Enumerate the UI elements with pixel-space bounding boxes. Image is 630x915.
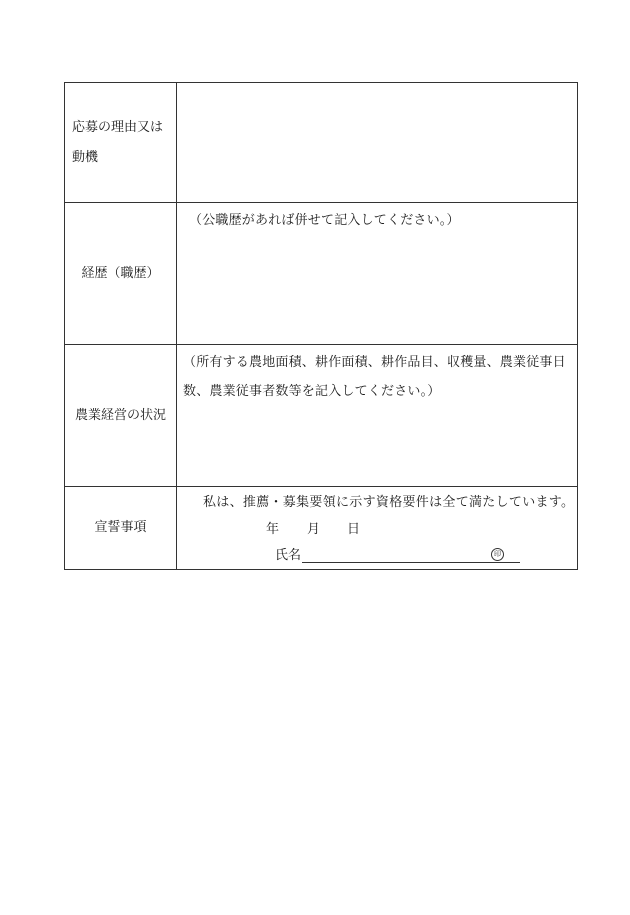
oath-row bbox=[65, 487, 577, 569]
day-label: 日 bbox=[347, 522, 361, 537]
career-input-area[interactable] bbox=[177, 203, 577, 344]
reason-input-area[interactable] bbox=[177, 83, 577, 202]
reason-label-line2: 動機 bbox=[72, 149, 99, 165]
farm-management-row bbox=[65, 345, 577, 487]
reason-label bbox=[65, 83, 177, 202]
seal-icon: 印 bbox=[491, 548, 504, 561]
career-note: （公職歴があれば併せて記入してください。） bbox=[189, 213, 460, 228]
signature-line bbox=[275, 544, 520, 563]
year-label: 年 bbox=[266, 522, 280, 537]
application-form-table bbox=[64, 82, 578, 570]
reason-label-line1: 応募の理由又は bbox=[72, 119, 164, 135]
oath-declaration: 私は、推薦・募集要領に示す資格要件は全て満たしています。 bbox=[203, 495, 575, 510]
farm-management-note bbox=[177, 345, 577, 406]
reason-row bbox=[65, 83, 577, 203]
oath-area bbox=[177, 487, 577, 569]
oath-label: 宣誓事項 bbox=[65, 487, 177, 569]
name-input-field[interactable] bbox=[302, 547, 520, 563]
career-label: 経歴（職歴） bbox=[65, 203, 177, 344]
career-row bbox=[65, 203, 577, 345]
farm-management-note-line1: （所有する農地面積、耕作面積、耕作品目、収穫量、農業従事日 bbox=[183, 355, 566, 370]
farm-management-label: 農業経営の状況 bbox=[65, 345, 177, 486]
month-label: 月 bbox=[307, 522, 321, 537]
farm-management-note-line2: 数、農業従事者数等を記入してください。） bbox=[183, 384, 441, 399]
name-label: 氏名 bbox=[275, 548, 302, 563]
farm-management-input-area[interactable] bbox=[177, 345, 577, 486]
